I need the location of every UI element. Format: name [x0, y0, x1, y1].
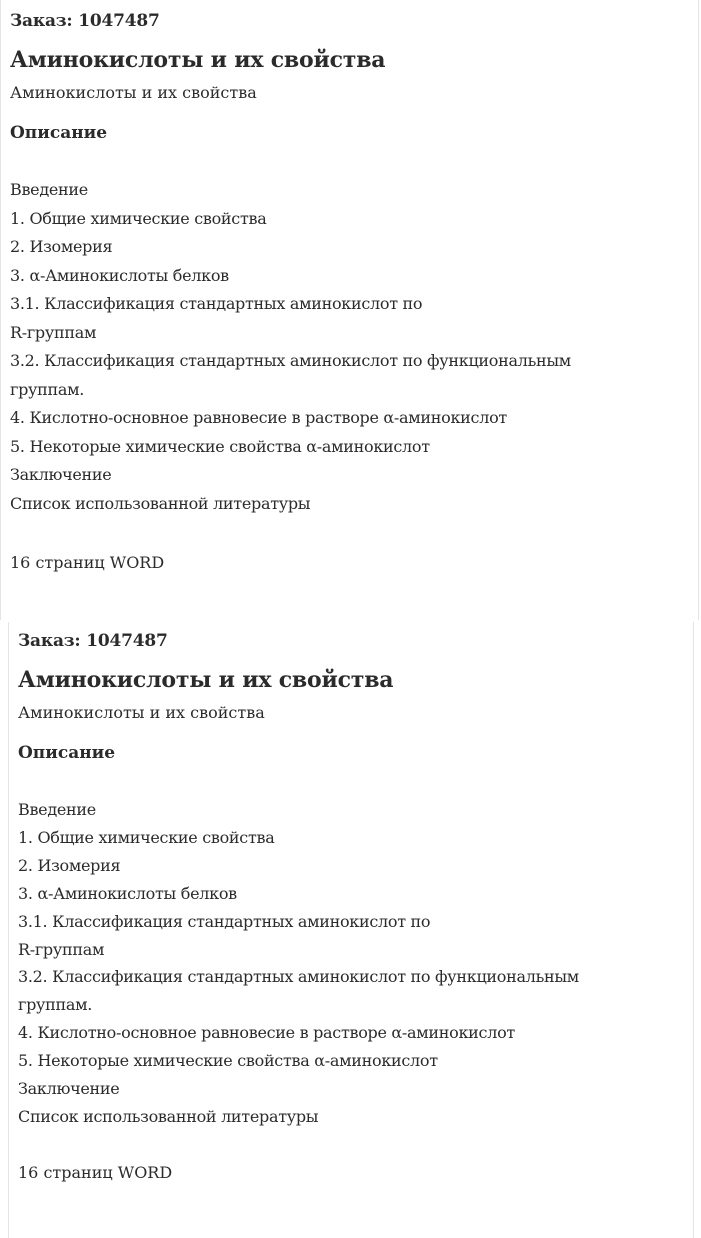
- contents-item: 1. Общие химические свойства: [10, 208, 267, 228]
- pages-note: 16 страниц WORD: [10, 553, 165, 572]
- description-heading: Описание: [10, 123, 108, 143]
- contents-item: R-группам: [18, 939, 105, 959]
- table-of-contents: [18, 796, 693, 1131]
- contents-item: Введение: [10, 180, 88, 199]
- contents-item: группам.: [10, 379, 85, 399]
- order-card: [0, 0, 699, 620]
- contents-item: Введение: [18, 800, 96, 819]
- contents-item: Заключение: [18, 1079, 120, 1099]
- contents-item: Заключение: [10, 465, 112, 484]
- order-number: Заказ: 1047487: [18, 631, 168, 651]
- contents-item: 2. Изомерия: [10, 237, 113, 256]
- contents-item: 1. Общие химические свойства: [18, 827, 275, 847]
- contents-item: 3.1. Классификация стандартных аминокислот по: [18, 911, 431, 931]
- work-subtitle: Аминокислоты и их свойства: [10, 83, 257, 102]
- order-card: [8, 622, 694, 1238]
- contents-item: 3.2. Классификация стандартных аминокислот по функциональным: [10, 351, 571, 370]
- work-title: Аминокислоты и их свойства: [18, 667, 394, 693]
- contents-item: 5. Некоторые химические свойства α-аминокислот: [10, 436, 430, 456]
- contents-item: 4. Кислотно-основное равновесие в растворе α-аминокислот: [10, 408, 507, 427]
- pages-note: 16 страниц WORD: [18, 1162, 173, 1182]
- description-heading: Описание: [18, 743, 116, 763]
- contents-item: R-группам: [10, 322, 97, 342]
- contents-item: 5. Некоторые химические свойства α-аминокислот: [18, 1051, 438, 1071]
- contents-item: группам.: [18, 995, 93, 1015]
- contents-item: 4. Кислотно-основное равновесие в растворе α-аминокислот: [18, 1023, 515, 1043]
- contents-item: Список использованной литературы: [10, 493, 311, 513]
- contents-item: Список использованной литературы: [18, 1106, 319, 1126]
- work-title: Аминокислоты и их свойства: [10, 47, 386, 73]
- contents-item: 3. α-Аминокислоты белков: [10, 265, 229, 285]
- order-number: Заказ: 1047487: [10, 11, 160, 31]
- contents-item: 3.2. Классификация стандартных аминокислот по функциональным: [18, 967, 579, 987]
- table-of-contents: [10, 176, 698, 518]
- contents-item: 3.1. Классификация стандартных аминокислот по: [10, 294, 423, 313]
- contents-item: 2. Изомерия: [18, 855, 121, 875]
- contents-item: 3. α-Аминокислоты белков: [18, 883, 237, 903]
- work-subtitle: Аминокислоты и их свойства: [18, 703, 265, 722]
